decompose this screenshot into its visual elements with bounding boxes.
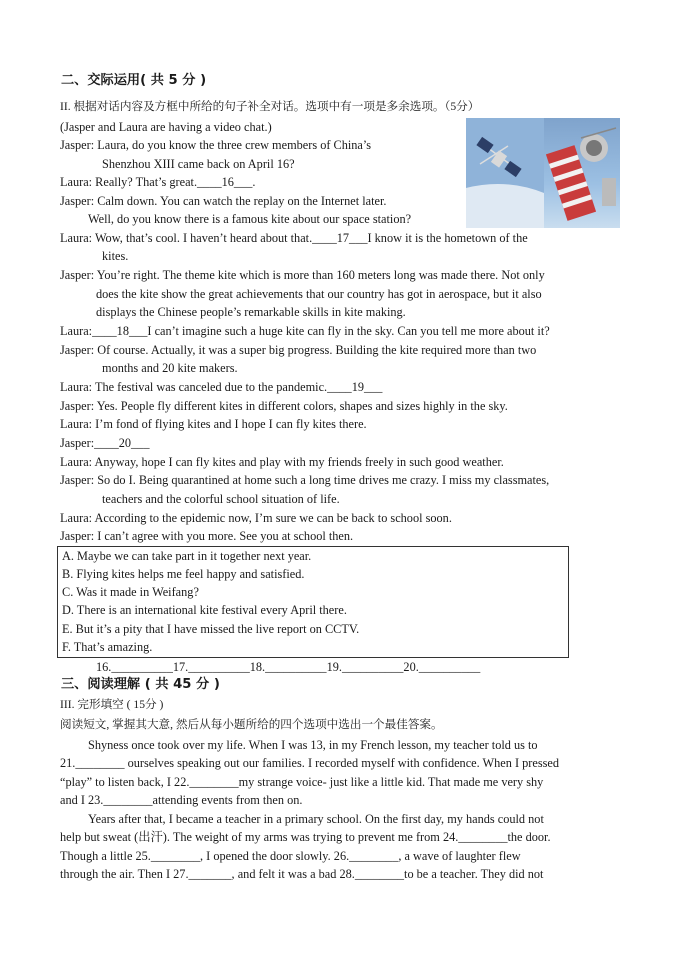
dialogue-line: Laura: Really? That’s great.____16___.	[60, 175, 256, 189]
passage-line: and I 23.________attending events from then on.	[60, 793, 303, 807]
option-f: F. That’s amazing.	[62, 640, 153, 654]
dialogue-line: Jasper: You’re right. The theme kite which is more than 160 meters long was made there. Not only	[60, 268, 545, 282]
dialogue-line: Jasper: Calm down. You can watch the replay on the Internet later.	[60, 194, 387, 208]
options-box	[57, 546, 569, 658]
passage-line: “play” to listen back, I 22.________my strange voice- just like a little kid. That made me very shy	[60, 775, 544, 789]
dialogue-line: months and 20 kite makers.	[102, 361, 238, 375]
dialogue-line: does the kite show the great achievements that our country has got in aerospace, but it also	[96, 287, 542, 301]
answer-blanks: 16.__________17.__________18.__________19.__________20.__________	[96, 660, 481, 674]
passage-line: Years after that, I became a teacher in a primary school. On the first day, my hands could not	[88, 812, 544, 826]
dialogue-line: Well, do you know there is a famous kite about our space station?	[88, 212, 412, 226]
dialogue-line: Jasper: Laura, do you know the three crew members of China’s	[60, 138, 372, 152]
dialogue-line: Laura: Anyway, hope I can fly kites and play with my friends freely in such good weather.	[60, 455, 504, 469]
section-heading-reading: 三、阅读理解 ( 共 45 分 )	[61, 677, 220, 692]
option-a: A. Maybe we can take part in it together next year.	[62, 549, 312, 563]
dialogue-line: Laura: I’m fond of flying kites and I hope I can fly kites there.	[60, 417, 367, 431]
dialogue-line: Laura:____18___I can’t imagine such a huge kite can fly in the sky. Can you tell me more about it?	[60, 324, 550, 338]
dialogue-line: Shenzhou XIII came back on April 16?	[102, 157, 295, 171]
passage-line: Shyness once took over my life. When I was 13, in my French lesson, my teacher told us to	[88, 738, 538, 752]
dialogue-line: Laura: Wow, that’s cool. I haven’t heard about that.____17___I know it is the hometown of the	[60, 231, 528, 245]
dialogue-line: Jasper: Yes. People fly different kites in different colors, shapes and sizes highly in the sky.	[60, 399, 508, 413]
section-heading-communication: 二、交际运用( 共 5 分 )	[61, 73, 207, 88]
dialogue-line: Laura: According to the epidemic now, I’m sure we can be back to school soon.	[60, 511, 452, 525]
option-c: C. Was it made in Weifang?	[62, 585, 199, 599]
dialogue-line: kites.	[102, 249, 129, 263]
passage-line: help but sweat (出汗). The weight of my arms was trying to prevent me from 24.________the door.	[60, 830, 551, 844]
passage-line: through the air. Then I 27._______, and felt it was a bad 28.________to be a teacher. They did not	[60, 867, 544, 881]
cloze-instruction: 阅读短文, 掌握其大意, 然后从每小题所给的四个选项中选出一个最佳答案。	[60, 718, 443, 731]
dialogue-line: Jasper: Of course. Actually, it was a super big progress. Building the kite required more than two	[60, 343, 537, 357]
option-b: B. Flying kites helps me feel happy and satisfied.	[62, 567, 305, 581]
cloze-subheading: III. 完形填空 ( 15分 )	[60, 698, 164, 711]
dialogue-line: displays the Chinese people’s remarkable skills in kite making.	[96, 305, 406, 319]
space-station-kite-photo	[466, 118, 620, 228]
passage-line: Though a little 25.________, I opened the door slowly. 26.________, a wave of laughter flew	[60, 849, 521, 863]
dialogue-line: (Jasper and Laura are having a video chat.)	[60, 120, 272, 134]
dialogue-line: Jasper: So do I. Being quarantined at home such a long time drives me crazy. I miss my classmates,	[60, 473, 550, 487]
dialogue-line: Jasper:____20___	[60, 436, 150, 450]
option-d: D. There is an international kite festival every April there.	[62, 603, 347, 617]
passage-line: 21.________ ourselves speaking out our families. I recorded myself with confidence. When I pressed	[60, 756, 560, 770]
dialogue-line: Jasper: I can’t agree with you more. See you at school then.	[60, 529, 354, 543]
dialogue-instruction: II. 根据对话内容及方框中所给的句子补全对话。选项中有一项是多余选项。（5分）	[60, 100, 480, 113]
option-e: E. But it’s a pity that I have missed the live report on CCTV.	[62, 622, 360, 636]
dialogue-line: Laura: The festival was canceled due to the pandemic.____19___	[60, 380, 383, 394]
dialogue-line: teachers and the colorful school situation of life.	[102, 492, 340, 506]
